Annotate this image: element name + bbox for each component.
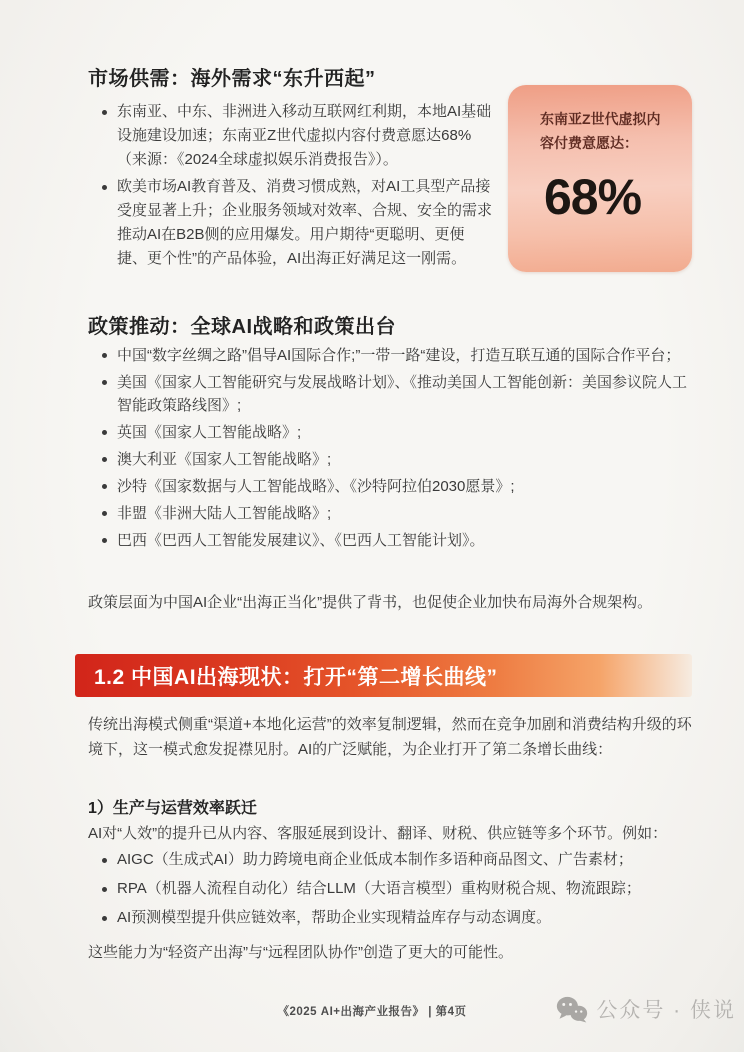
bullet-dot <box>102 353 107 358</box>
list-item <box>96 448 696 471</box>
status-intro: 传统出海模式侧重“渠道+本地化运营”的效率复制逻辑，然而在竞争加剧和消费结构升级的环境下，这一模式愈发捉襟见肘。AI的广泛赋能，为企业打开了第二条增长曲线： <box>88 716 692 758</box>
policy-note: 政策层面为中国AI企业“出海正当化”提供了背书，也促使企业加快布局海外合规架构。 <box>88 594 653 611</box>
bullet-dot <box>102 858 107 863</box>
list-item <box>96 371 696 417</box>
list-item <box>96 421 696 444</box>
status-sub-heading: 1）生产与运营效率跃迁 <box>88 800 257 817</box>
policy-bullet-list <box>96 344 696 556</box>
bullet-text: 中国“数字丝绸之路”倡导AI国际合作;”一带一路“建设，打造互联互通的国际合作平台； <box>117 347 681 364</box>
stat-card-value: 68% <box>544 169 642 225</box>
list-item <box>96 475 696 498</box>
market-bullet-list <box>96 100 494 274</box>
bullet-dot <box>102 511 107 516</box>
bullet-text: AIGC（生成式AI）助力跨境电商企业低成本制作多语种商品图文、广告素材； <box>117 851 633 868</box>
list-item <box>96 906 696 930</box>
bullet-text: AI预测模型提升供应链效率，帮助企业实现精益库存与动态调度。 <box>117 909 552 926</box>
bullet-text: 巴西《巴西人工智能发展建议》、《巴西人工智能计划》。 <box>117 532 485 549</box>
status-bullet-list <box>96 848 696 935</box>
wechat-icon <box>556 996 588 1023</box>
bullet-text: 欧美市场AI教育普及、消费习惯成熟，对AI工具型产品接受度显著上升；企业服务领域对效率、合规、安全的需求推动AI在B2B侧的应用爆发。用户期待“更聪明、更便捷、更个性”的产品体验，AI出海正好满足这一刚需。 <box>117 178 493 267</box>
bullet-dot <box>102 538 107 543</box>
market-section-heading: 市场供需：海外需求“东升西起” <box>88 68 376 90</box>
stat-card <box>508 85 692 272</box>
watermark-text: 公众号 · 侠说 <box>596 999 736 1022</box>
stat-card-label: 东南亚Z世代虚拟内容付费意愿达： <box>540 111 661 151</box>
bullet-text: 澳大利亚《国家人工智能战略》; <box>117 451 332 468</box>
section-banner-title: 1.2 中国AI出海现状：打开“第二增长曲线” <box>94 665 498 689</box>
page-footer: 《2025 AI+出海产业报告》 | 第4页 <box>277 1006 467 1018</box>
bullet-text: 英国《国家人工智能战略》; <box>117 424 302 441</box>
section-banner <box>75 654 692 697</box>
bullet-text: RPA（机器人流程自动化）结合LLM（大语言模型）重构财税合规、物流跟踪； <box>117 880 641 897</box>
bullet-dot <box>102 185 107 190</box>
list-item <box>96 100 494 172</box>
list-item <box>96 848 696 872</box>
list-item <box>96 344 696 367</box>
bullet-dot <box>102 430 107 435</box>
bullet-dot <box>102 916 107 921</box>
bullet-text: 东南亚、中东、非洲进入移动互联网红利期，本地AI基础设施建设加速；东南亚Z世代虚拟内容付费意愿达68%（来源：《2024全球虚拟娱乐消费报告》）。 <box>117 103 492 168</box>
bullet-text: 沙特《国家数据与人工智能战略》、《沙特阿拉伯2030愿景》; <box>117 478 515 495</box>
bullet-dot <box>102 110 107 115</box>
bullet-dot <box>102 887 107 892</box>
bullet-dot <box>102 457 107 462</box>
list-item <box>96 877 696 901</box>
list-item <box>96 529 696 552</box>
bullet-dot <box>102 380 107 385</box>
policy-section-heading: 政策推动：全球AI战略和政策出台 <box>88 316 396 338</box>
list-item <box>96 175 494 271</box>
status-note: 这些能力为“轻资产出海”与“远程团队协作”创造了更大的可能性。 <box>88 944 513 961</box>
bullet-dot <box>102 484 107 489</box>
bullet-text: 美国《国家人工智能研究与发展战略计划》、《推动美国人工智能创新：美国参议院人工智能政策路线图》; <box>117 374 688 414</box>
watermark <box>556 994 736 1024</box>
status-sub-intro: AI对“人效”的提升已从内容、客服延展到设计、翻译、财税、供应链等多个环节。例如： <box>88 825 668 842</box>
bullet-text: 非盟《非洲大陆人工智能战略》; <box>117 505 332 522</box>
list-item <box>96 502 696 525</box>
